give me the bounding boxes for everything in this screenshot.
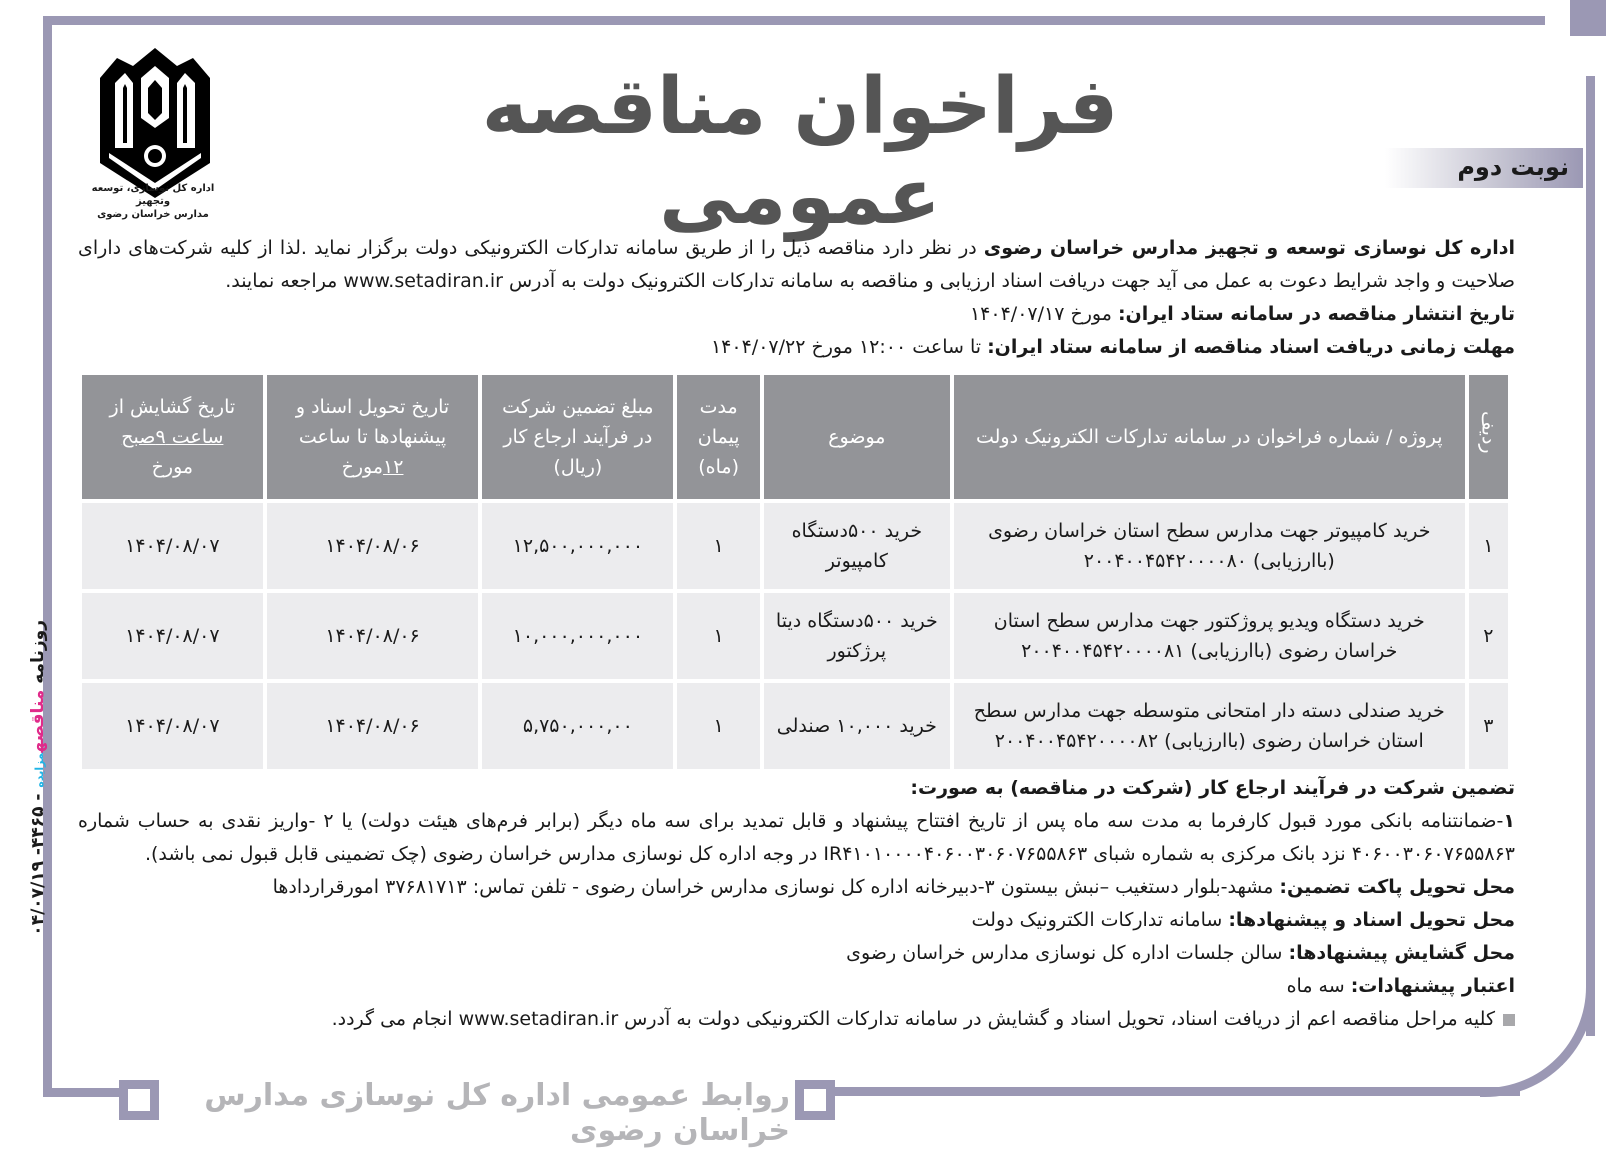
cell-amount: ۵,۷۵۰,۰۰۰,۰۰ [482,683,673,769]
header-delivery [267,375,479,499]
publish-date-line [78,298,1515,331]
header-row-number [1469,375,1508,499]
issue-number-date: - ۴۴۶۵- ۰۴/۰۷/۱۹ [28,787,48,936]
table-row [82,503,1508,589]
logo-caption-line1: اداره کل نوسازی، توسعه وتجهیز [91,183,215,207]
guarantee-text [78,805,1515,871]
side-caption-prefix: روزنامه [28,620,48,684]
frame-corner-square [1570,0,1606,36]
frame-border-right [1586,76,1595,1036]
cell-amount: ۱۲,۵۰۰,۰۰۰,۰۰۰ [482,503,673,589]
detail-label: محل گشایش پیشنهادها: [1288,942,1515,964]
detail-line [78,904,1515,937]
frame-square-right [795,1080,835,1120]
table-header-row [82,375,1508,499]
frame-square-left [119,1080,159,1120]
round-label: نوبت دوم [1457,153,1569,181]
note-line [78,1003,1515,1036]
note-text: کلیه مراحل مناقصه اعم از دریافت اسناد، تحویل اسناد و گشایش در سامانه تدارکات الکترونیکی دولت به آدرس www.setadiran.ir انجام می گردد. [331,1008,1495,1030]
header-duration-line2: پیمان [697,426,740,448]
cell-opening-date: ۱۴۰۴/۰۸/۰۷ [82,593,263,679]
tender-table [78,371,1512,773]
cell-row-number: ۱ [1469,503,1508,589]
frame-border-bottom-left [43,1088,123,1097]
detail-line [78,937,1515,970]
cell-delivery-date: ۱۴۰۴/۰۸/۰۶ [267,503,479,589]
guarantee-body: -ضمانتنامه بانکی مورد قبول کارفرما به مدت سه ماه پس از تاریخ افتتاح پیشنهاد و قابل تمدید برای سه ماه دیگر (برابر فرم‌های هیئت دولت) یا ۲ -واریز نقدی به حساب شماره ۴۰۶۰۰۳۰۶۰۷۶۵۵۸۶۳ نزد بانک مرکزی به شماره شبای IR۴۱۰۱۰۰۰۰۴۰۶۰۰۳۰۶۰۷۶۵۵۸۶۳ در وجه اداره کل نوسازی مدارس خراسان رضوی (چک تضمینی قابل قبول نمی باشد). [78,810,1515,865]
side-caption [18,620,58,936]
bullet-square-icon [1503,1014,1515,1026]
header-duration-line3: (ماه) [698,456,739,478]
cell-subject: خرید ۵۰۰دستگاه کامپیوتر [764,503,950,589]
cell-duration: ۱ [677,593,760,679]
header-opening-line3: مورخ [151,456,194,478]
detail-label: محل تحویل پاکت تضمین: [1279,876,1515,898]
cell-project: خرید دستگاه ویدیو پروژکتور جهت مدارس سطح استان خراسان رضوی (باارزیابی) ۲۰۰۴۰۰۴۵۴۲۰۰۰۰۸۱ [954,593,1465,679]
cell-project: خرید صندلی دسته دار امتحانی متوسطه جهت مدارس سطح استان خراسان رضوی (باارزیابی) ۲۰۰۴۰۰۴۵۴۲۰۰۰۰۸۲ [954,683,1465,769]
intro-text [78,232,1515,298]
cell-amount: ۱۰,۰۰۰,۰۰۰,۰۰۰ [482,593,673,679]
detail-value: سالن جلسات اداره کل نوسازی مدارس خراسان رضوی [846,942,1289,964]
frame-border-bottom [830,1087,1520,1096]
conditions-section [78,772,1515,1036]
header-opening [82,375,263,499]
logo-caption [78,182,228,221]
publish-date-value: مورخ ۱۴۰۴/۰۷/۱۷ [969,303,1118,325]
side-caption-text [18,620,58,936]
cell-duration: ۱ [677,683,760,769]
footer-public-relations: روابط عمومی اداره کل نوسازی مدارس خراسان رضوی [204,1078,790,1148]
header-delivery-hour: ۱۲ [383,456,404,478]
frame-border-top [43,16,1545,25]
header-delivery-line2: پیشنهادها تا ساعت [298,426,447,448]
intro-paragraph [78,232,1515,364]
header-amount-line3: (ریال) [553,456,603,478]
header-subject: موضوع [764,375,950,499]
cell-duration: ۱ [677,503,760,589]
header-delivery-line3 [271,452,475,482]
cell-delivery-date: ۱۴۰۴/۰۸/۰۶ [267,593,479,679]
deadline-line [78,331,1515,364]
cell-project: خرید کامپیوتر جهت مدارس سطح استان خراسان رضوی (باارزیابی) ۲۰۰۴۰۰۴۵۴۲۰۰۰۰۸۰ [954,503,1465,589]
deadline-label: مهلت زمانی دریافت اسناد مناقصه از سامانه ستاد ایران: [987,336,1515,358]
cell-opening-date: ۱۴۰۴/۰۸/۰۷ [82,503,263,589]
page-title: فراخوان مناقصه عمومی [481,62,1119,242]
cell-row-number: ۲ [1469,593,1508,679]
newspaper-brand: مناقصه [28,689,48,753]
detail-label: اعتبار پیشنهادات: [1350,975,1515,997]
header-amount-line1: مبلغ تضمین شرکت [502,396,654,418]
deadline-value: تا ساعت ۱۲:۰۰ مورخ ۱۴۰۴/۰۷/۲۲ [710,336,988,358]
table-row [82,683,1508,769]
cell-delivery-date: ۱۴۰۴/۰۸/۰۶ [267,683,479,769]
newspaper-brand-small: مزایده [33,752,46,788]
header-duration [677,375,760,499]
cell-row-number: ۳ [1469,683,1508,769]
header-duration-line1: مدت [699,396,738,418]
detail-line [78,970,1515,1003]
header-delivery-date-word: مورخ [341,456,384,478]
org-name: اداره کل نوسازی توسعه و تجهیز مدارس خراسان رضوی [983,237,1515,259]
guarantee-heading-text: تضمین شرکت در فرآیند ارجاع کار (شرکت در مناقصه) به صورت: [910,777,1515,799]
header-project: پروژه / شماره فراخوان در سامانه تدارکات الکترونیک دولت [954,375,1465,499]
guarantee-heading [78,772,1515,805]
logo-caption-line2: مدارس خراسان رضوی [97,209,209,220]
header-delivery-line1: تاریخ تحویل اسناد و [295,396,450,418]
table-row [82,593,1508,679]
header-opening-line1: تاریخ گشایش از [109,396,236,418]
detail-value: مشهد-بلوار دستغیب –نبش بیستون ۳-دبیرخانه اداره کل نوسازی مدارس خراسان رضوی - تلفن تماس: ۳۷۶۸۱۷۱۳ امورقراردادها [272,876,1280,898]
detail-value: سامانه تدارکات الکترونیک دولت [971,909,1229,931]
header-amount [482,375,673,499]
round-badge [1385,148,1583,188]
guarantee-item-number: ۱ [1503,810,1515,832]
detail-value: سه ماه [1286,975,1351,997]
publish-date-label: تاریخ انتشار مناقصه در سامانه ستاد ایران: [1117,303,1515,325]
cell-opening-date: ۱۴۰۴/۰۸/۰۷ [82,683,263,769]
intro-body: در نظر دارد مناقصه ذیل را از طریق سامانه تدارکات الکترونیکی دولت برگزار نماید .لذا از کلیه شرکت‌های دارای صلاحیت و واجد شرایط دعوت به عمل می آید جهت دریافت اسناد ارزیابی و مناقصه به سامانه تدارکات الکترونیک دولت به آدرس www.setadiran.ir مراجعه نمایند. [78,237,1515,292]
header-row-number-label: ردیف [1477,411,1500,454]
header-amount-line2: در فرآیند ارجاع کار [503,426,653,448]
detail-label: محل تحویل اسناد و پیشنهادها: [1228,909,1515,931]
cell-subject: خرید ۵۰۰دستگاه دیتا پرژکتور [764,593,950,679]
detail-line [78,871,1515,904]
cell-subject: خرید ۱۰,۰۰۰ صندلی [764,683,950,769]
header-opening-line2: ساعت ۹صبح [121,426,224,448]
